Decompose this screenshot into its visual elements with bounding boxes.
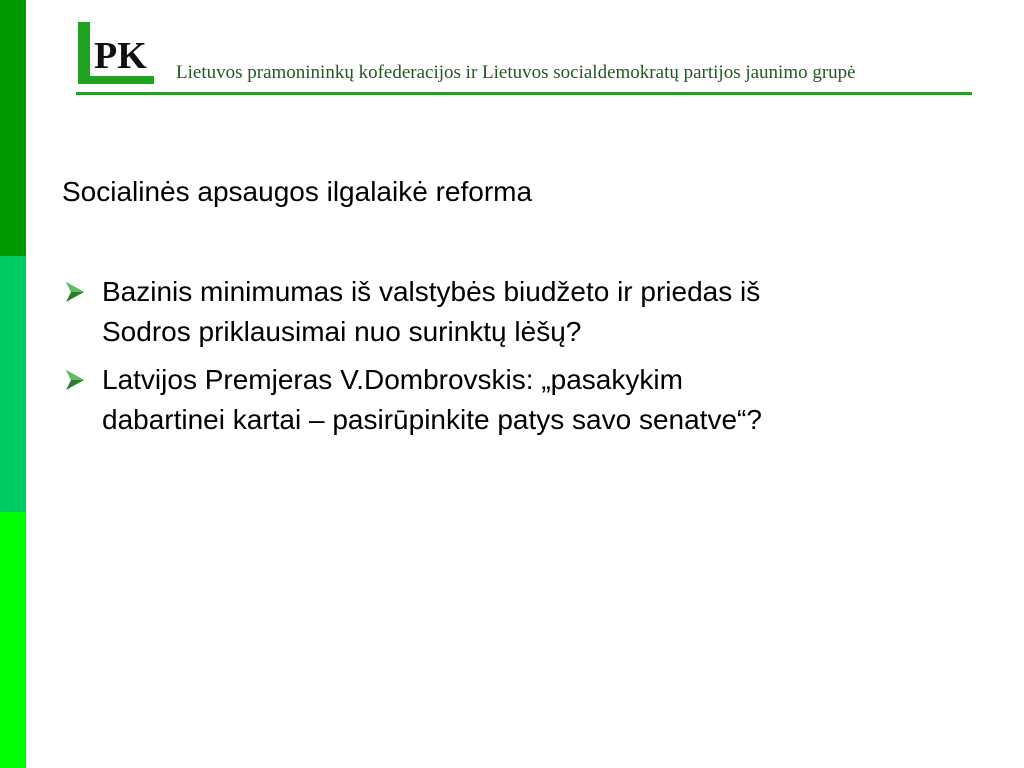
bullet-line-2: Sodros priklausimai nuo surinktų lėšų?: [102, 316, 582, 347]
lpk-logo: [74, 20, 156, 86]
svg-text:PK: PK: [94, 35, 147, 77]
arrow-right-icon: [62, 367, 88, 393]
bullet-line-2: dabartinei kartai – pasirūpinkite patys savo senatve“?: [102, 404, 762, 435]
header-divider: [76, 92, 972, 95]
bullet-list: [62, 272, 962, 448]
bullet-item: [62, 272, 962, 352]
slide-subtitle: Socialinės apsaugos ilgalaikė reforma: [62, 176, 533, 207]
bullet-line-1: Latvijos Premjeras V.Dombrovskis: „pasakykim: [102, 364, 683, 395]
side-bar-bottom: [0, 512, 26, 768]
side-bar-middle: [0, 256, 26, 512]
arrow-right-icon: [62, 279, 88, 305]
bullet-line-1: Bazinis minimumas iš valstybės biudžeto ir priedas iš: [102, 276, 761, 307]
side-bar-top: [0, 0, 26, 256]
bullet-item: [62, 360, 962, 440]
header-title: Lietuvos pramonininkų kofederacijos ir Lietuvos socialdemokratų partijos jaunimo grupė: [176, 62, 856, 83]
